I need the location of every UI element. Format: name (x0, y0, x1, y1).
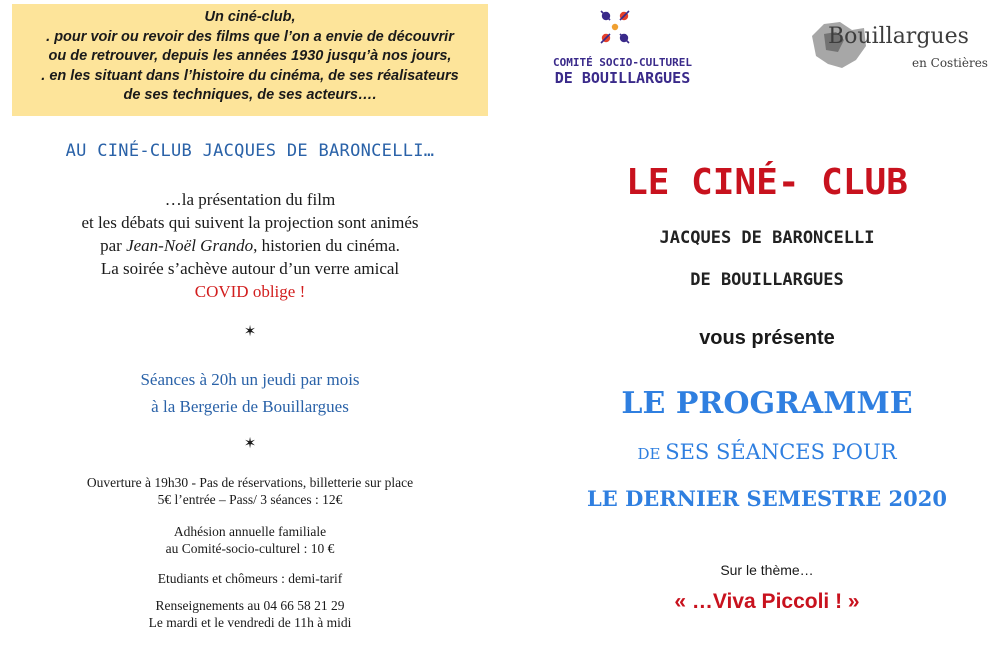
hours-line: Le mardi et le vendredi de 11h à midi (148, 615, 352, 630)
sessions-line: Séances à 20h un jeudi par mois (140, 370, 360, 389)
sessions-line: à la Bergerie de Bouillargues (151, 397, 349, 416)
semester-heading: LE DERNIER SEMESTRE 2020 (587, 486, 947, 511)
presentation-prefix: par (100, 236, 127, 255)
intro-line: Un ciné-club, (204, 9, 296, 25)
town-name: Bouillargues (828, 24, 969, 49)
sessions-info (0, 366, 500, 420)
covid-note: COVID oblige ! (194, 282, 306, 301)
presentation-text (0, 188, 500, 303)
seances-heading (532, 440, 1000, 464)
town-logo (806, 16, 990, 88)
presentation-line: …la présentation du film (164, 190, 336, 209)
presentation-suffix: , historien du cinéma. (253, 236, 400, 255)
programme-heading: LE PROGRAMME (621, 386, 913, 421)
host-name: Jean-Noël Grando (126, 236, 254, 255)
price-line: 5€ l’entrée – Pass/ 3 séances : 12€ (157, 492, 343, 507)
seances-text: SES SÉANCES POUR (665, 440, 897, 464)
intro-box (12, 4, 488, 116)
town-subtitle: en Costières (912, 56, 988, 70)
theme-intro: Sur le thème… (720, 562, 814, 578)
intro-line: de ses techniques, de ses acteurs…. (123, 87, 377, 103)
theme-title: « …Viva Piccoli ! » (674, 590, 860, 613)
opening-info (0, 474, 500, 508)
opening-line: Ouverture à 19h30 - Pas de réservations, billetterie sur place (86, 475, 414, 490)
club-name: JACQUES DE BARONCELLI (659, 228, 875, 248)
csc-name-line1: COMITÉ SOCIO-CULTUREL (552, 56, 693, 69)
intro-line: . en les situant dans l’histoire du cinéma, de ses réalisateurs (41, 67, 459, 84)
club-location: DE BOUILLARGUES (690, 270, 844, 290)
presentation-line: La soirée s’achève autour d’un verre amical (100, 259, 400, 278)
presents-text: vous présente (699, 327, 835, 349)
discount-info: Etudiants et chômeurs : demi-tarif (157, 571, 343, 586)
membership-info (0, 523, 500, 557)
csc-name-line2: DE BOUILLARGUES (554, 69, 691, 87)
membership-line: Adhésion annuelle familiale (173, 524, 327, 539)
csc-emblem-icon (598, 8, 632, 48)
csc-logo (540, 6, 705, 92)
star-separator: ✶ (243, 436, 257, 452)
presentation-line (0, 234, 500, 257)
main-title: LE CINÉ- CLUB (626, 162, 908, 203)
contact-line: Renseignements au 04 66 58 21 29 (155, 598, 345, 613)
contact-info (0, 597, 500, 631)
club-heading: AU CINÉ-CLUB JACQUES DE BARONCELLI… (65, 141, 435, 161)
presentation-line: et les débats qui suivent la projection sont animés (81, 213, 419, 232)
seances-prefix: DE (637, 445, 666, 463)
intro-line: ou de retrouver, depuis les années 1930 jusqu’à nos jours, (48, 48, 452, 64)
membership-line: au Comité-socio-culturel : 10 € (165, 541, 335, 556)
star-separator: ✶ (243, 324, 257, 340)
intro-line: . pour voir ou revoir des films que l’on a envie de découvrir (46, 28, 454, 45)
